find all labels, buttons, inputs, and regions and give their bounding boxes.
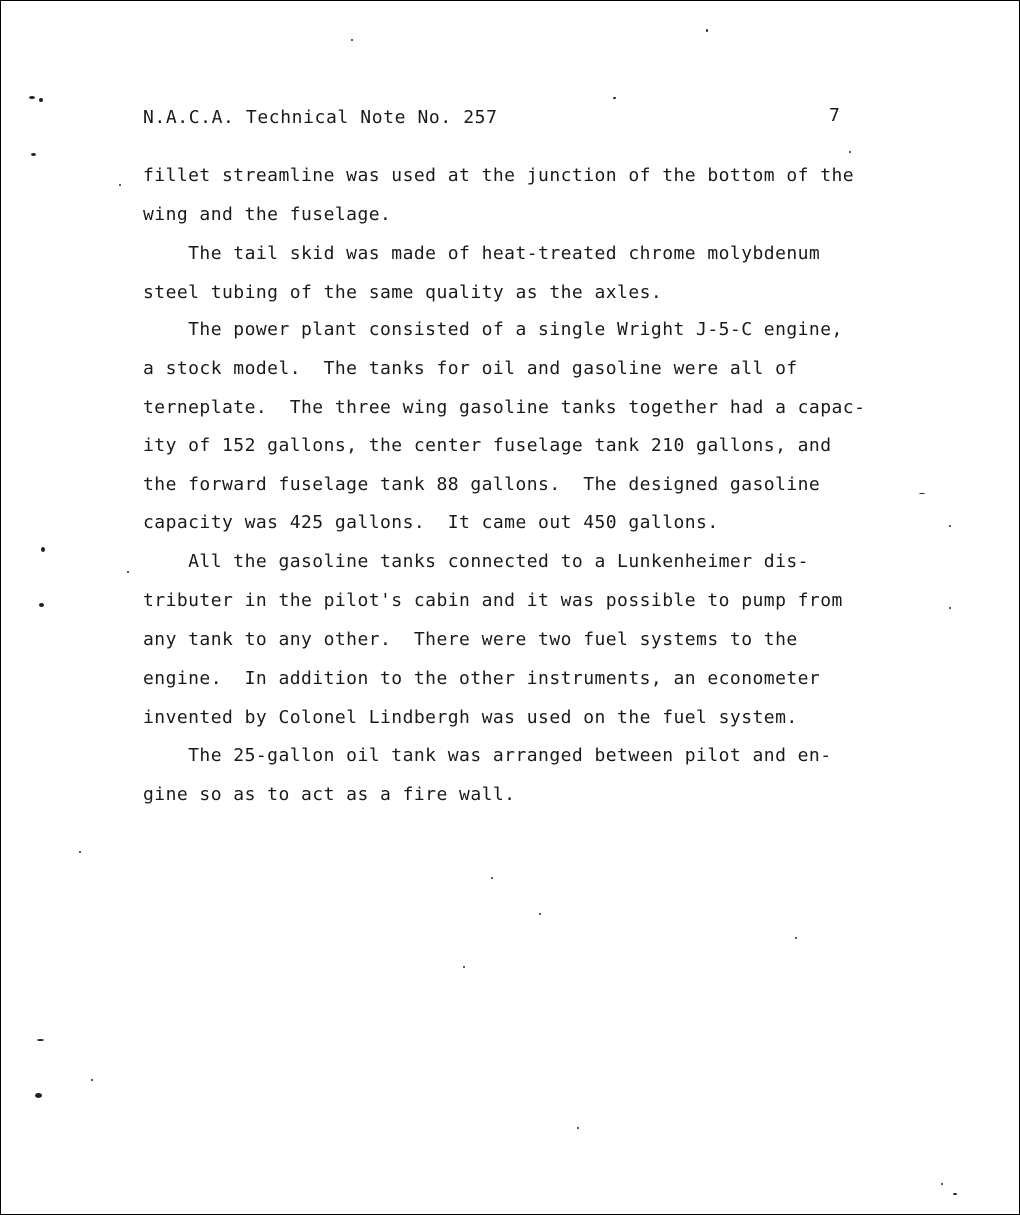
scan-speck <box>39 603 44 607</box>
scan-speck <box>539 913 541 915</box>
text-line: fillet streamline was used at the junction of the bottom of the <box>143 165 855 186</box>
scan-speck <box>463 966 465 968</box>
scan-speck <box>119 184 121 186</box>
text-line: The power plant consisted of a single Wright J-5-C engine, <box>143 319 843 340</box>
scan-speck <box>491 877 493 879</box>
scan-speck <box>351 39 353 41</box>
scan-speck <box>949 525 951 527</box>
scan-speck <box>613 97 616 99</box>
text-line: ity of 152 gallons, the center fuselage tank 210 gallons, and <box>143 435 832 456</box>
text-line: The tail skid was made of heat-treated chrome molybdenum <box>143 243 821 264</box>
scan-speck <box>35 1093 42 1098</box>
scan-speck <box>577 1127 579 1129</box>
page-number: 7 <box>829 105 840 126</box>
scan-speck <box>127 571 129 573</box>
text-line: The 25-gallon oil tank was arranged between pilot and en- <box>143 745 832 766</box>
scan-speck <box>953 1193 957 1195</box>
scan-speck <box>795 937 797 939</box>
text-line: a stock model. The tanks for oil and gasoline were all of <box>143 358 798 379</box>
scan-speck <box>37 1039 44 1041</box>
text-line: any tank to any other. There were two fuel systems to the <box>143 629 798 650</box>
running-header: N.A.C.A. Technical Note No. 257 <box>143 107 498 128</box>
scan-speck <box>919 493 925 494</box>
text-line: engine. In addition to the other instruments, an econometer <box>143 668 821 689</box>
text-line: wing and the fuselage. <box>143 204 392 225</box>
text-line: tributer in the pilot's cabin and it was possible to pump from <box>143 590 843 611</box>
text-line: capacity was 425 gallons. It came out 450 gallons. <box>143 512 719 533</box>
scan-speck <box>39 98 43 102</box>
text-line: gine so as to act as a fire wall. <box>143 784 516 805</box>
scan-speck <box>849 151 851 153</box>
text-line: terneplate. The three wing gasoline tanks together had a capac- <box>143 397 866 418</box>
text-line: All the gasoline tanks connected to a Lunkenheimer dis- <box>143 551 809 572</box>
scan-speck <box>79 851 81 853</box>
scan-speck <box>41 547 45 552</box>
scan-speck <box>941 1183 943 1185</box>
scan-speck <box>31 153 36 156</box>
text-line: invented by Colonel Lindbergh was used on the fuel system. <box>143 707 798 728</box>
scan-speck <box>91 1079 93 1081</box>
scan-speck <box>949 607 951 609</box>
scan-speck <box>706 29 708 32</box>
text-line: steel tubing of the same quality as the axles. <box>143 282 663 303</box>
scan-speck <box>29 96 35 99</box>
text-line: the forward fuselage tank 88 gallons. The designed gasoline <box>143 474 821 495</box>
